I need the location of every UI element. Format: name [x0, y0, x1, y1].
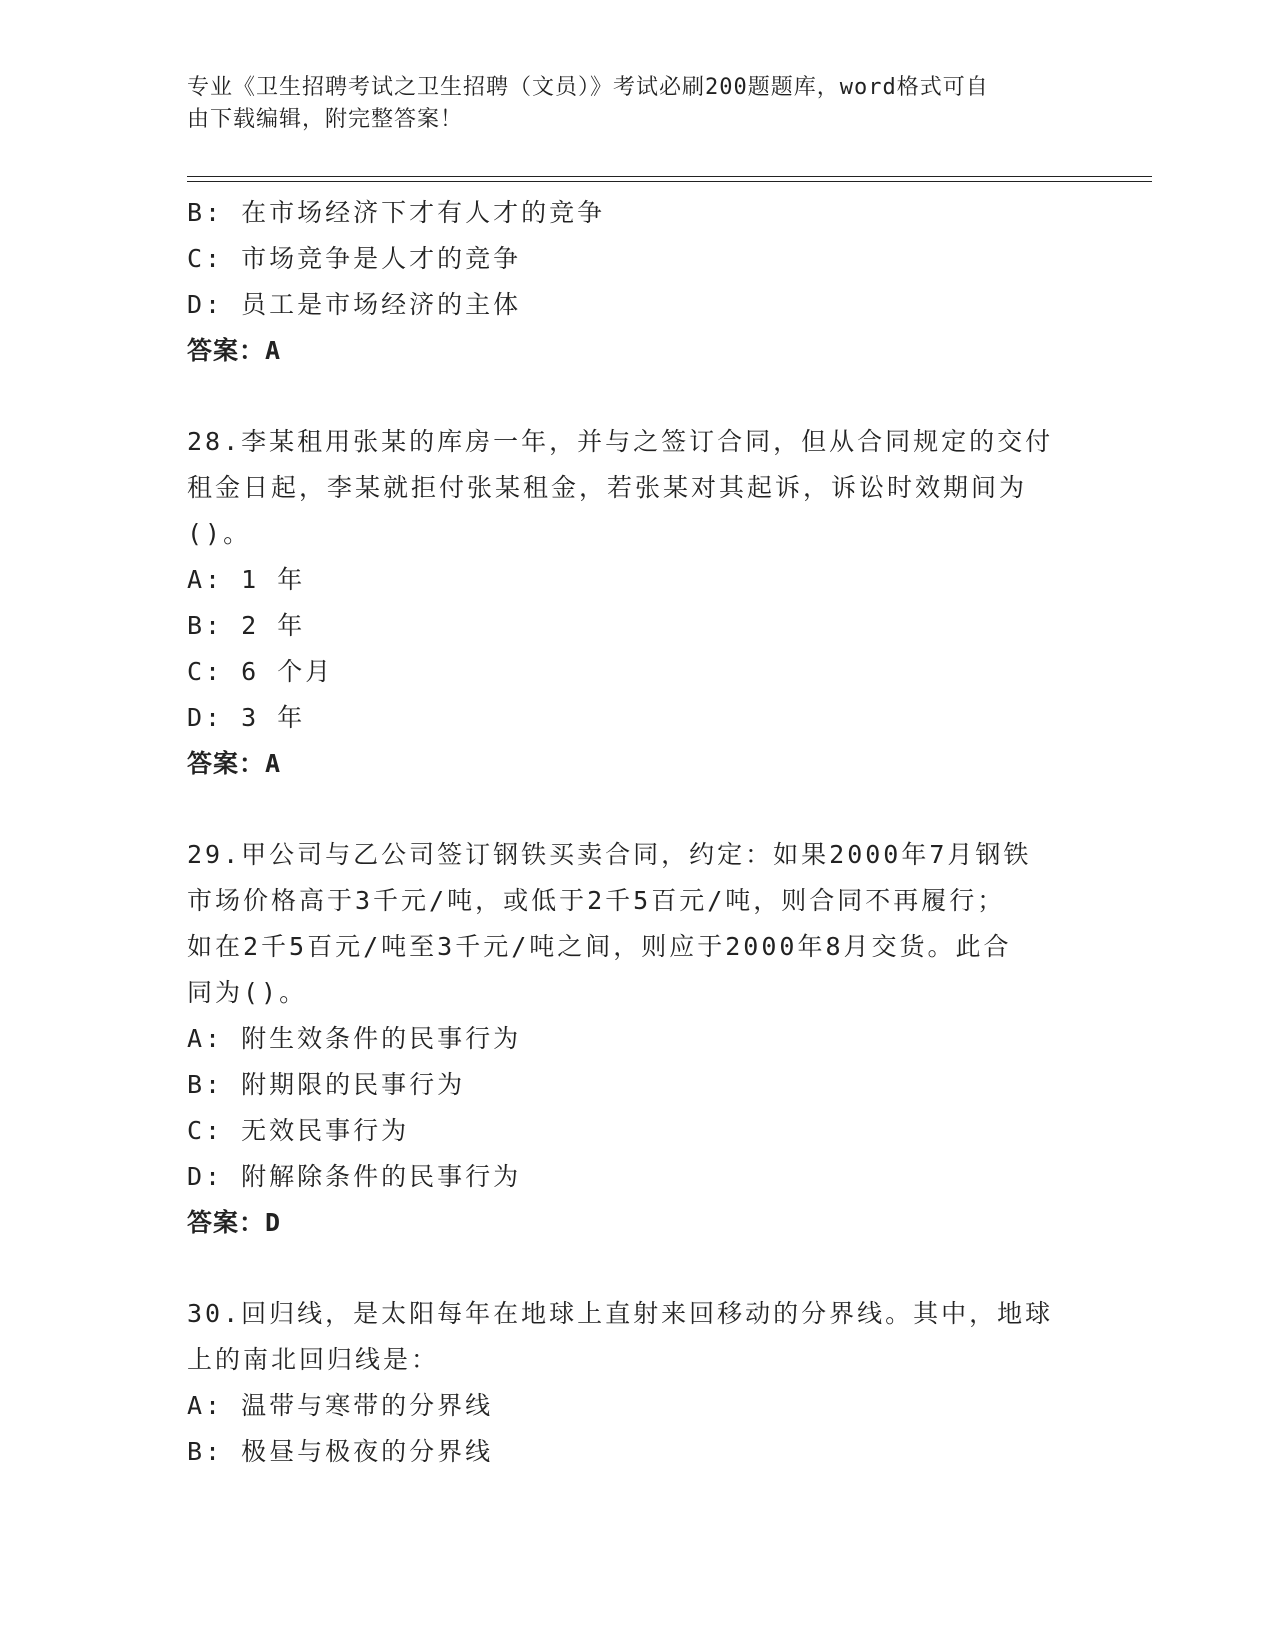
answer-line: 答案：A: [187, 749, 282, 778]
question-text: ()。: [187, 519, 252, 548]
question-30: [187, 1291, 1087, 1475]
document-body: [187, 190, 1087, 1475]
header-divider-top: [187, 176, 1152, 177]
question-text: 30.回归线，是太阳每年在地球上直射来回移动的分界线。其中，地球: [187, 1299, 1054, 1328]
question-29: [187, 832, 1087, 1246]
question-text: 市场价格高于3千元/吨，或低于2千5百元/吨，则合同不再履行；: [187, 886, 1006, 915]
option-a: A: 1 年: [187, 565, 306, 594]
option-b: B: 在市场经济下才有人才的竞争: [187, 198, 606, 227]
option-d: D: 3 年: [187, 703, 306, 732]
question-text: 上的南北回归线是：: [187, 1345, 440, 1374]
question-continued: [187, 190, 1087, 374]
option-c: C: 6 个月: [187, 657, 334, 686]
question-text: 同为()。: [187, 978, 308, 1007]
option-c: C: 无效民事行为: [187, 1116, 410, 1145]
question-text: 28.李某租用张某的库房一年，并与之签订合同，但从合同规定的交付: [187, 427, 1054, 456]
document-header: [187, 72, 1067, 136]
option-b: B: 2 年: [187, 611, 306, 640]
question-28: [187, 419, 1087, 787]
option-c: C: 市场竞争是人才的竞争: [187, 244, 522, 273]
header-line-2: 由下载编辑，附完整答案！: [187, 107, 464, 132]
option-a: A: 温带与寒带的分界线: [187, 1391, 494, 1420]
question-text: 29.甲公司与乙公司签订钢铁买卖合同，约定：如果2000年7月钢铁: [187, 840, 1032, 869]
question-text: 租金日起，李某就拒付张某租金，若张某对其起诉，诉讼时效期间为: [187, 473, 1028, 502]
option-d: D: 员工是市场经济的主体: [187, 290, 522, 319]
option-b: B: 极昼与极夜的分界线: [187, 1437, 494, 1466]
header-divider-bottom: [187, 181, 1152, 182]
answer-line: 答案：A: [187, 336, 282, 365]
option-b: B: 附期限的民事行为: [187, 1070, 466, 1099]
question-text: 如在2千5百元/吨至3千元/吨之间，则应于2000年8月交货。此合: [187, 932, 1012, 961]
header-line-1: 专业《卫生招聘考试之卫生招聘（文员）》考试必刷200题题库，word格式可自: [187, 75, 989, 100]
answer-line: 答案：D: [187, 1208, 282, 1237]
option-d: D: 附解除条件的民事行为: [187, 1162, 522, 1191]
option-a: A: 附生效条件的民事行为: [187, 1024, 522, 1053]
